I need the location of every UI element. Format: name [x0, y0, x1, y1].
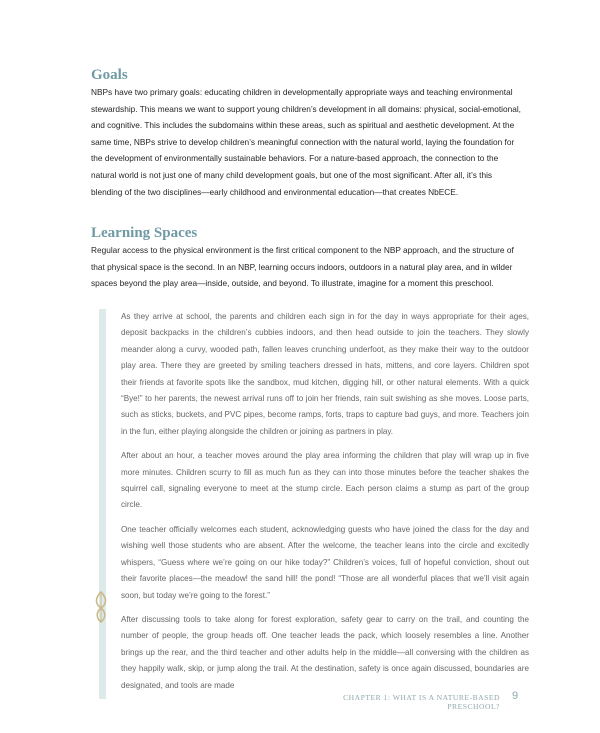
goals-paragraph: NBPs have two primary goals: educating children in developmentally appropriate ways and teaching environmental stewardship. This means we want to support young children’s development in all domains: physical, social-emotional, and cognitive. This includes the subdomains within these areas, such as spiritual and aesthetic development. At the same time, NBPs strive to develop children’s meaningful connection with the natural world, laying the foundation for the development of environmentally sustainable behaviors. For a nature-based approach, the connection to the natural world is not just one of many child development goals, but one of the most significant. After all, it’s this blending of the two disciplines—early childhood and environmental education—that creates NbECE. [91, 87, 521, 197]
leaf-ornament-icon [91, 590, 111, 624]
learning-spaces-paragraph: Regular access to the physical environment is the first critical component to the NBP approach, and the structure of that physical space is the second. In an NBP, learning occurs indoors, outdoors in a natural play area, and in wilder spaces beyond the play area—inside, outside, and beyond. To illustrate, imagine for a moment this preschool. [91, 245, 514, 289]
vignette-paragraph-hike: After discussing tools to take along for forest exploration, safety gear to carry on the trail, and counting the number of people, the group heads off. One teacher leads the pack, which loosely resembles a line. Another brings up the rear, and the third teacher and other adults help in the middle—all conversing with the children as they happily walk, skip, or jump along the trail. At the destination, safety is once again discussed, boundaries are designated, and tools are made [121, 614, 529, 690]
vignette-paragraph-circle: One teacher officially welcomes each student, acknowledging guests who have joined the class for the day and wishing well those students who are absent. After the welcome, the teacher leans into the circle and excitedly whispers, “Guess where we’re going on our hike today?” Children’s voices, full of hopeful conviction, shout out their favorite places—the meadow! the sand hill! the pond! “Those are all wonderful places that we’ll visit again soon, but today we’re going to the forest.” [121, 524, 529, 600]
goals-heading: Goals [91, 67, 128, 83]
preschool-vignette [99, 309, 529, 699]
page-number: 9 [512, 690, 519, 702]
vignette-paragraph-arrival: As they arrive at school, the parents and children each sign in for the day in ways appropriate for their ages, deposit backpacks in the children’s cubbies indoors, and then head outside to join the teachers. They slowly meander along a curvy, wooded path, fallen leaves crunching underfoot, as they make their way to the outdoor play area. There they are greeted by smiling teachers dressed in hats, mittens, and core layers. Children spot their friends at favorite spots like the sandbox, mud kitchen, digging hill, or other natural elements. With a quick “Bye!” to her parents, the newest arrival runs off to join her friends, rain suit swishing as she moves. Loose parts, such as sticks, buckets, and PVC pipes, become ramps, forts, traps to capture bad guys, and more. Teachers join in the fun, either playing alongside the children or joining as partners in play. [121, 312, 529, 436]
vignette-paragraph-cleanup: After about an hour, a teacher moves around the play area informing the children that play will wrap up in five more minutes. Children scurry to fill as much fun as they can into those minutes before the teacher shakes the squirrel call, signaling everyone to meet at the stump circle. Each person claims a stump as part of the group circle. [121, 451, 529, 510]
learning-spaces-heading: Learning Spaces [91, 225, 198, 241]
chapter-running-footer: CHAPTER 1: WHAT IS A NATURE-BASED PRESCHOOL? [343, 693, 500, 711]
